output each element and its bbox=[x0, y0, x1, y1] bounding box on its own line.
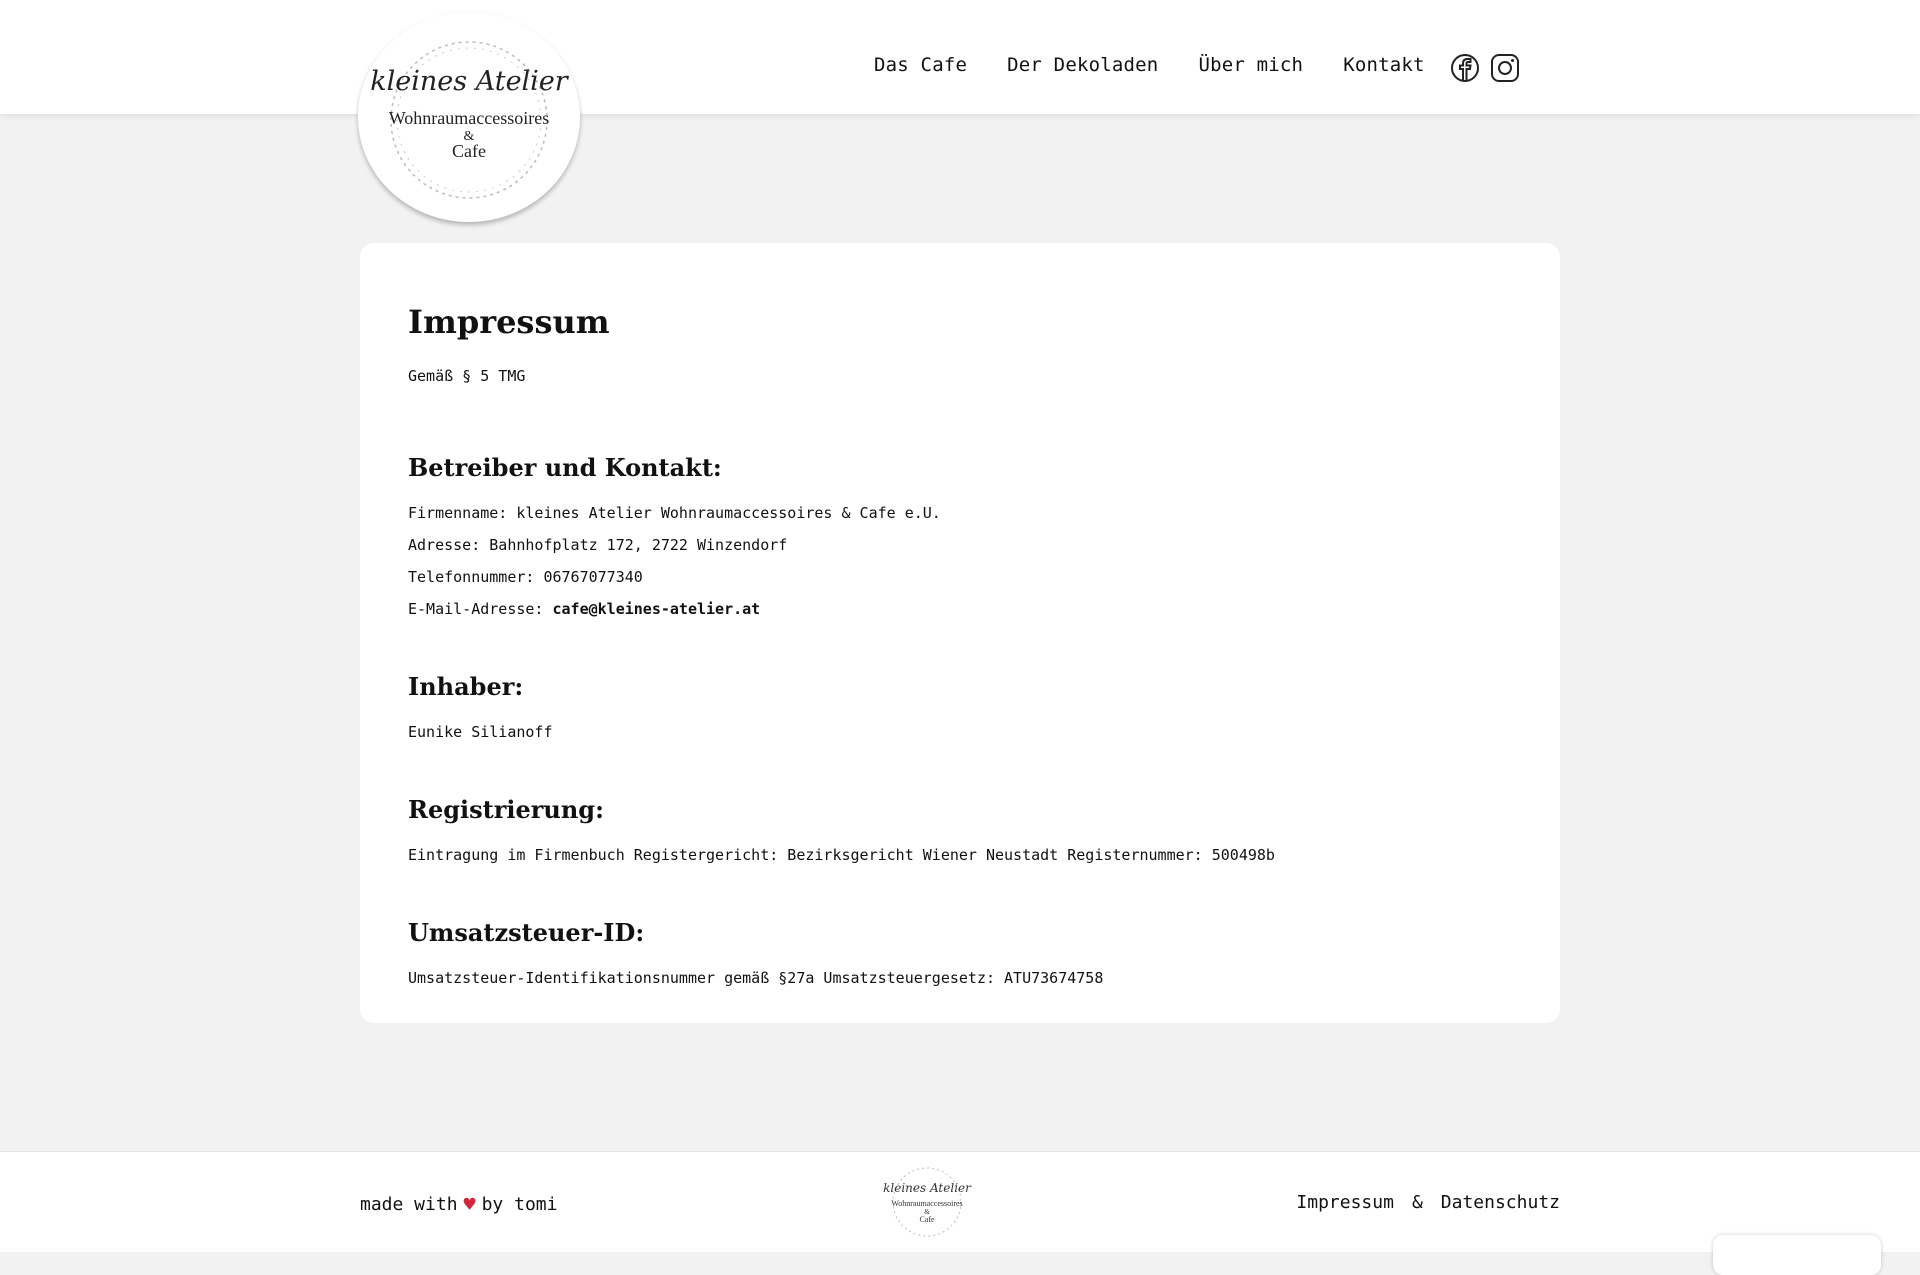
footer-logo-line3: & bbox=[924, 1208, 930, 1216]
heart-icon: ♥ bbox=[463, 1192, 476, 1216]
footer-logo[interactable] bbox=[882, 1162, 972, 1242]
section-operator bbox=[408, 453, 1508, 618]
footer-link-datenschutz[interactable]: Datenschutz bbox=[1440, 1192, 1560, 1213]
site-logo[interactable] bbox=[358, 12, 580, 222]
vat-text: Umsatzsteuer-Identifikationsnummer gemäß §27a Umsatzsteuergesetz: ATU73674758 bbox=[408, 969, 1104, 987]
corner-widget[interactable] bbox=[1713, 1235, 1881, 1275]
logo-line3: & bbox=[463, 129, 475, 144]
footer-logo-line4: Cafe bbox=[919, 1215, 935, 1224]
email-line bbox=[408, 600, 1508, 618]
logo-line1: kleines Atelier bbox=[370, 66, 568, 97]
nav-ueber-mich[interactable]: Über mich bbox=[1198, 54, 1304, 76]
section-registration bbox=[408, 795, 1508, 864]
address-label: Adresse: bbox=[408, 536, 481, 554]
site-footer bbox=[0, 1151, 1920, 1252]
footer-links bbox=[1278, 1192, 1560, 1213]
phone-label: Telefonnummer: bbox=[408, 568, 535, 586]
impressum-card bbox=[360, 243, 1560, 1023]
email-label: E-Mail-Adresse: bbox=[408, 600, 544, 618]
section-owner bbox=[408, 672, 1508, 741]
company-line bbox=[408, 504, 1508, 522]
registration-text: Eintragung im Firmenbuch Registergericht: Bezirksgericht Wiener Neustadt Registernummer: 500498b bbox=[408, 846, 1275, 864]
vat-heading: Umsatzsteuer-ID: bbox=[408, 918, 645, 947]
company-label: Firmenname: bbox=[408, 504, 508, 522]
phone-value: 06767077340 bbox=[543, 568, 643, 586]
registration-heading: Registrierung: bbox=[408, 795, 604, 824]
instagram-icon[interactable] bbox=[1490, 53, 1520, 83]
logo-wreath-icon bbox=[358, 12, 580, 222]
facebook-icon[interactable] bbox=[1450, 53, 1480, 83]
impressum-content bbox=[408, 303, 1508, 1041]
footer-logo-line1: kleines Atelier bbox=[883, 1181, 971, 1195]
section-vat bbox=[408, 918, 1508, 987]
phone-line bbox=[408, 568, 1508, 586]
nav-der-dekoladen[interactable]: Der Dekoladen bbox=[1007, 54, 1159, 76]
owner-heading: Inhaber: bbox=[408, 672, 524, 701]
footer-link-separator: & bbox=[1411, 1192, 1423, 1213]
company-value: kleines Atelier Wohnraumaccessoires & Cafe e.U. bbox=[516, 504, 941, 522]
footer-link-impressum[interactable]: Impressum bbox=[1296, 1192, 1394, 1213]
social-links bbox=[1450, 53, 1530, 83]
logo-line2: Wohnraumaccessoires bbox=[388, 108, 550, 128]
owner-name: Eunike Silianoff bbox=[408, 723, 553, 741]
footer-logo-line2: Wohnraumaccessoires bbox=[891, 1199, 963, 1208]
logo-line4: Cafe bbox=[452, 141, 486, 161]
page-subtitle: Gemäß § 5 TMG bbox=[408, 367, 526, 385]
operator-heading: Betreiber und Kontakt: bbox=[408, 453, 722, 482]
made-prefix: made with bbox=[360, 1193, 458, 1215]
nav-das-cafe[interactable]: Das Cafe bbox=[874, 54, 968, 76]
made-with-credit bbox=[360, 1192, 557, 1216]
page-title: Impressum bbox=[408, 303, 610, 341]
address-value: Bahnhofplatz 172, 2722 Winzendorf bbox=[489, 536, 788, 554]
made-suffix: by tomi bbox=[481, 1193, 558, 1215]
main-nav bbox=[874, 54, 1425, 76]
address-line bbox=[408, 536, 1508, 554]
email-link[interactable]: cafe@kleines-atelier.at bbox=[552, 600, 761, 618]
nav-kontakt[interactable]: Kontakt bbox=[1343, 54, 1425, 76]
